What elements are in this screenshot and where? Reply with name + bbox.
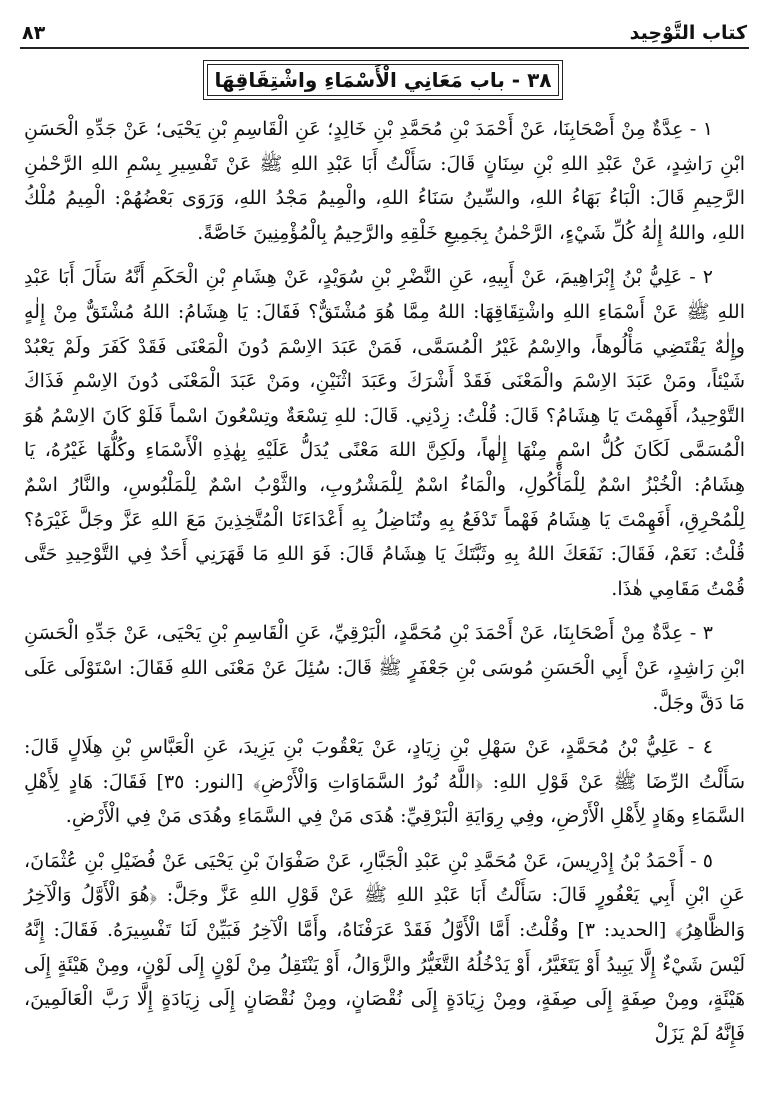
hadith-paragraph-4: ٤ - عَلِيُّ بْنُ مُحَمَّدٍ، عَنْ سَهْلِ بْنِ زِيَادٍ، عَنْ يَعْقُوبَ بْنِ يَزِيدَ، عَنِ الْعَبَّاسِ بْنِ هِلَالٍ قَالَ: سَأَلْتُ الرِّضَا ﷺ عَنْ قَوْلِ اللهِ: ﴿اللَّهُ نُورُ السَّمَاوَاتِ وَالْأَرْضِ﴾ [النور: ٣٥] فَقَالَ: هَادٍ لِأَهْلِ السَّمَاءِ وهَادٍ لِأَهْلِ الْأَرْضِ، وفِي رِوَايَةِ الْبَرْقِيِّ: هُدَى مَنْ فِي السَّمَاءِ وهُدَى مَنْ فِي الْأَرْضِ. [24, 736, 745, 828]
chapter-title: ٣٨ - باب مَعَانِي الْأَسْمَاءِ واشْتِقَاقِهَا [214, 68, 552, 92]
body-text [24, 112, 745, 1116]
chapter-heading-box [203, 60, 563, 100]
hadith-paragraph-3: ٣ - عِدَّةٌ مِنْ أَصْحَابِنَا، عَنْ أَحْمَدَ بْنِ مُحَمَّدٍ، الْبَرْقِيِّ، عَنِ الْقَاسِمِ بْنِ يَحْيَى، عَنْ جَدِّهِ الْحَسَنِ ابْنِ رَاشِدٍ، عَنْ أَبِي الْحَسَنِ مُوسَى بْنِ جَعْفَرٍ ﷺ قَالَ: سُئِلَ عَنْ مَعْنَى اللهِ فَقَالَ: اسْتَوْلَى عَلَى مَا دَقَّ وجَلَّ. [24, 622, 745, 714]
header-divider [20, 47, 749, 49]
page-header [22, 10, 747, 44]
hadith-paragraph-1: ١ - عِدَّةٌ مِنْ أَصْحَابِنَا، عَنْ أَحْمَدَ بْنِ مُحَمَّدِ بْنِ خَالِدٍ؛ عَنِ الْقَاسِمِ بْنِ يَحْيَى؛ عَنْ جَدِّهِ الْحَسَنِ ابْنِ رَاشِدٍ، عَنْ عَبْدِ اللهِ بْنِ سِنَانٍ قَالَ: سَأَلْتُ أَبَا عَبْدِ اللهِ ﷺ عَنْ تَفْسِيرِ بِسْمِ اللهِ الرَّحْمٰنِ الرَّحِيمِ قَالَ: الْبَاءُ بَهَاءُ اللهِ، والسِّينُ سَنَاءُ اللهِ، والْمِيمُ مَجْدُ اللهِ، وَرَوَى بَعْضُهُمْ: الْمِيمُ مُلْكُ اللهِ، واللهُ إِلٰهُ كُلِّ شَيْءٍ، الرَّحْمٰنُ بِجَمِيعِ خَلْقِهِ والرَّحِيمُ بِالْمُؤْمِنِينَ خَاصَّةً. [24, 118, 745, 244]
hadith-paragraph-2: ٢ - عَلِيُّ بْنُ إِبْرَاهِيمَ، عَنْ أَبِيهِ، عَنِ النَّضْرِ بْنِ سُوَيْدٍ، عَنْ هِشَامِ بْنِ الْحَكَمِ أَنَّهُ سَأَلَ أَبَا عَبْدِ اللهِ ﷺ عَنْ أَسْمَاءِ اللهِ واشْتِقَاقِهَا: اللهُ مِمَّا هُوَ مُشْتَقٌّ؟ فَقَالَ: يَا هِشَامُ: اللهُ مُشْتَقٌّ مِنْ إِلٰهٍ وإِلٰهٌ يَقْتَضِي مَأْلُوهاً، والاِسْمُ غَيْرُ الْمُسَمَّى، فَمَنْ عَبَدَ الاِسْمَ دُونَ الْمَعْنَى فَقَدْ كَفَرَ ولَمْ يَعْبُدْ شَيْئاً، ومَنْ عَبَدَ الاِسْمَ والْمَعْنَى فَقَدْ أَشْرَكَ وعَبَدَ اثْنَيْنِ، ومَنْ عَبَدَ الْمَعْنَى دُونَ الاِسْمِ فَذَاكَ التَّوْحِيدُ، أَفَهِمْتَ يَا هِشَامُ؟ قَالَ: قُلْتُ: زِدْنِي. قَالَ: للهِ تِسْعَةٌ وتِسْعُونَ اسْماً فَلَوْ كَانَ الاِسْمُ هُوَ الْمُسَمَّى لَكَانَ كُلُّ اسْمٍ مِنْهَا إِلٰهاً، ولَكِنَّ اللهَ مَعْنًى يُدَلُّ عَلَيْهِ بِهٰذِهِ الْأَسْمَاءِ وكُلُّهَا غَيْرُهُ، يَا هِشَامُ: الْخُبْزُ اسْمٌ لِلْمَأْكُولِ، والْمَاءُ اسْمٌ لِلْمَشْرُوبِ، والثَّوْبُ اسْمٌ لِلْمَلْبُوسِ، والنَّارُ اسْمٌ لِلْمُحْرِقِ، أَفَهِمْتَ يَا هِشَامُ فَهْماً تَدْفَعُ بِهِ وتُنَاضِلُ بِهِ أَعْدَاءَنَا الْمُتَّخِذِينَ مَعَ اللهِ عَزَّ وجَلَّ غَيْرَهُ؟ قُلْتُ: نَعَمْ، فَقَالَ: نَفَعَكَ اللهُ بِهِ وثَبَّتَكَ يَا هِشَامُ قَالَ: فَوَ اللهِ مَا قَهَرَنِي أَحَدٌ فِي التَّوْحِيدِ حَتَّى قُمْتُ مَقَامِي هٰذَا. [24, 266, 745, 600]
page-number: ٨٣ [22, 22, 46, 44]
hadith-paragraph-5: ٥ - أَحْمَدُ بْنُ إِدْرِيسَ، عَنْ مُحَمَّدِ بْنِ عَبْدِ الْجَبَّارِ، عَنْ صَفْوَانَ بْنِ يَحْيَى عَنْ فُضَيْلِ بْنِ عُثْمَانَ، عَنِ ابْنِ أَبِي يَعْفُورٍ قَالَ: سَأَلْتُ أَبَا عَبْدِ اللهِ ﷺ عَنْ قَوْلِ اللهِ عَزَّ وجَلَّ: ﴿هُوَ الْأَوَّلُ وَالْآخِرُ وَالظَّاهِرُ﴾ [الحديد: ٣] وقُلْتُ: أَمَّا الْأَوَّلُ فَقَدْ عَرَفْنَاهُ، وأَمَّا الْآخِرُ فَبَيِّنْ لَنَا تَفْسِيرَهُ. فَقَالَ: إِنَّهُ لَيْسَ شَيْءٌ إِلَّا يَبِيدُ أَوْ يَتَغَيَّرُ، أَوْ يَدْخُلُهُ التَّغَيُّرُ والزَّوَالُ، أَوْ يَنْتَقِلُ مِنْ لَوْنٍ إِلَى لَوْنٍ، ومِنْ هَيْئَةٍ إِلَى هَيْئَةٍ، ومِنْ صِفَةٍ إِلَى صِفَةٍ، ومِنْ زِيَادَةٍ إِلَى نُقْصَانٍ، ومِنْ نُقْصَانٍ إِلَى زِيَادَةٍ إِلَّا رَبَّ الْعَالَمِينَ، فَإِنَّهُ لَمْ يَزَلْ [24, 849, 745, 1045]
book-title: كتاب التَّوْحِيد [629, 22, 747, 44]
